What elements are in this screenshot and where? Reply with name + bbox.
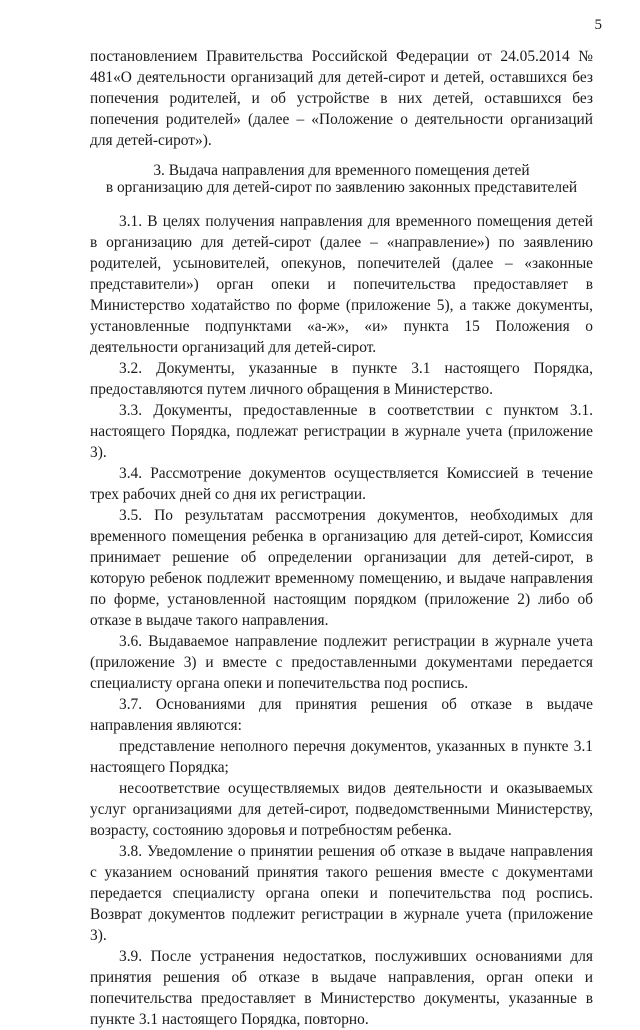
refusal-ground-1: представление неполного перечня документов, указанных в пункте 3.1 настоящего Порядка; (90, 738, 593, 776)
refusal-ground-2: несоответствие осуществляемых видов деятельности и оказываемых услуг организациями для детей-сирот, подведомственными Министерству, возрасту, состоянию здоровья и потребностям ребенка. (90, 780, 593, 839)
page-number: 5 (594, 17, 602, 33)
paragraph-3-2: 3.2. Документы, указанные в пункте 3.1 настоящего Порядка, предоставляются путем личного обращения в Министерство. (90, 360, 593, 398)
paragraph-3-9: 3.9. После устранения недостатков, послуживших основаниями для принятия решения об отказе в выдаче направления, орган опеки и попечительства предоставляет в Министерство документы, указанные в пункте 3.1 настоящего Порядка, повторно. (90, 948, 593, 1028)
paragraph-3-8: 3.8. Уведомление о принятии решения об отказе в выдаче направления с указанием оснований принятия такого решения вместе с документами передается специалисту органа опеки и попечительства под роспись. Возврат документов подлежит регистрации в журнале учета (приложение 3). (90, 843, 593, 944)
paragraph-3-7: 3.7. Основаниями для принятия решения об отказе в выдаче направления являются: (90, 696, 593, 734)
intro-paragraph: постановлением Правительства Российской Федерации от 24.05.2014 № 481«О деятельности организаций для детей-сирот и детей, оставшихся без попечения родителей, и об устройстве в них детей, оставшихся без попечения родителей» (далее – «Положение о деятельности организаций для детей-сирот»). (90, 48, 593, 149)
section-heading (90, 162, 593, 196)
paragraph-3-1: 3.1. В целях получения направления для временного помещения детей в организацию для детей-сирот (далее – «направление») по заявлению родителей, усыновителей, опекунов, попечителей (далее – «законные представители») орган опеки и попечительства предоставляет в Министерство ходатайство по форме (приложение 5), а также документы, установленные подпунктами «а-ж», «и» пункта 15 Положения о деятельности организаций для детей-сирот. (90, 213, 593, 356)
section-heading-line-2: в организацию для детей-сирот по заявлению законных представителей (105, 179, 578, 196)
paragraph-3-5: 3.5. По результатам рассмотрения документов, необходимых для временного помещения ребенка в организацию для детей-сирот, Комиссия принимает решение об определении организации для детей-сирот, в которую ребенок подлежит временному помещению, и выдаче направления по форме, установленной настоящим порядком (приложение 2) либо об отказе в выдаче такого направления. (90, 507, 593, 629)
paragraph-3-6: 3.6. Выдаваемое направление подлежит регистрации в журнале учета (приложение 3) и вместе с предоставленными документами передается специалисту органа опеки и попечительства под роспись. (90, 633, 593, 692)
section-heading-line-1: 3. Выдача направления для временного помещения детей (153, 162, 530, 179)
document-body (90, 46, 593, 1030)
paragraph-3-3: 3.3. Документы, предоставленные в соответствии с пунктом 3.1. настоящего Порядка, подлежат регистрации в журнале учета (приложение 3). (90, 402, 593, 461)
paragraph-3-4: 3.4. Рассмотрение документов осуществляется Комиссией в течение трех рабочих дней со дня их регистрации. (90, 465, 593, 503)
